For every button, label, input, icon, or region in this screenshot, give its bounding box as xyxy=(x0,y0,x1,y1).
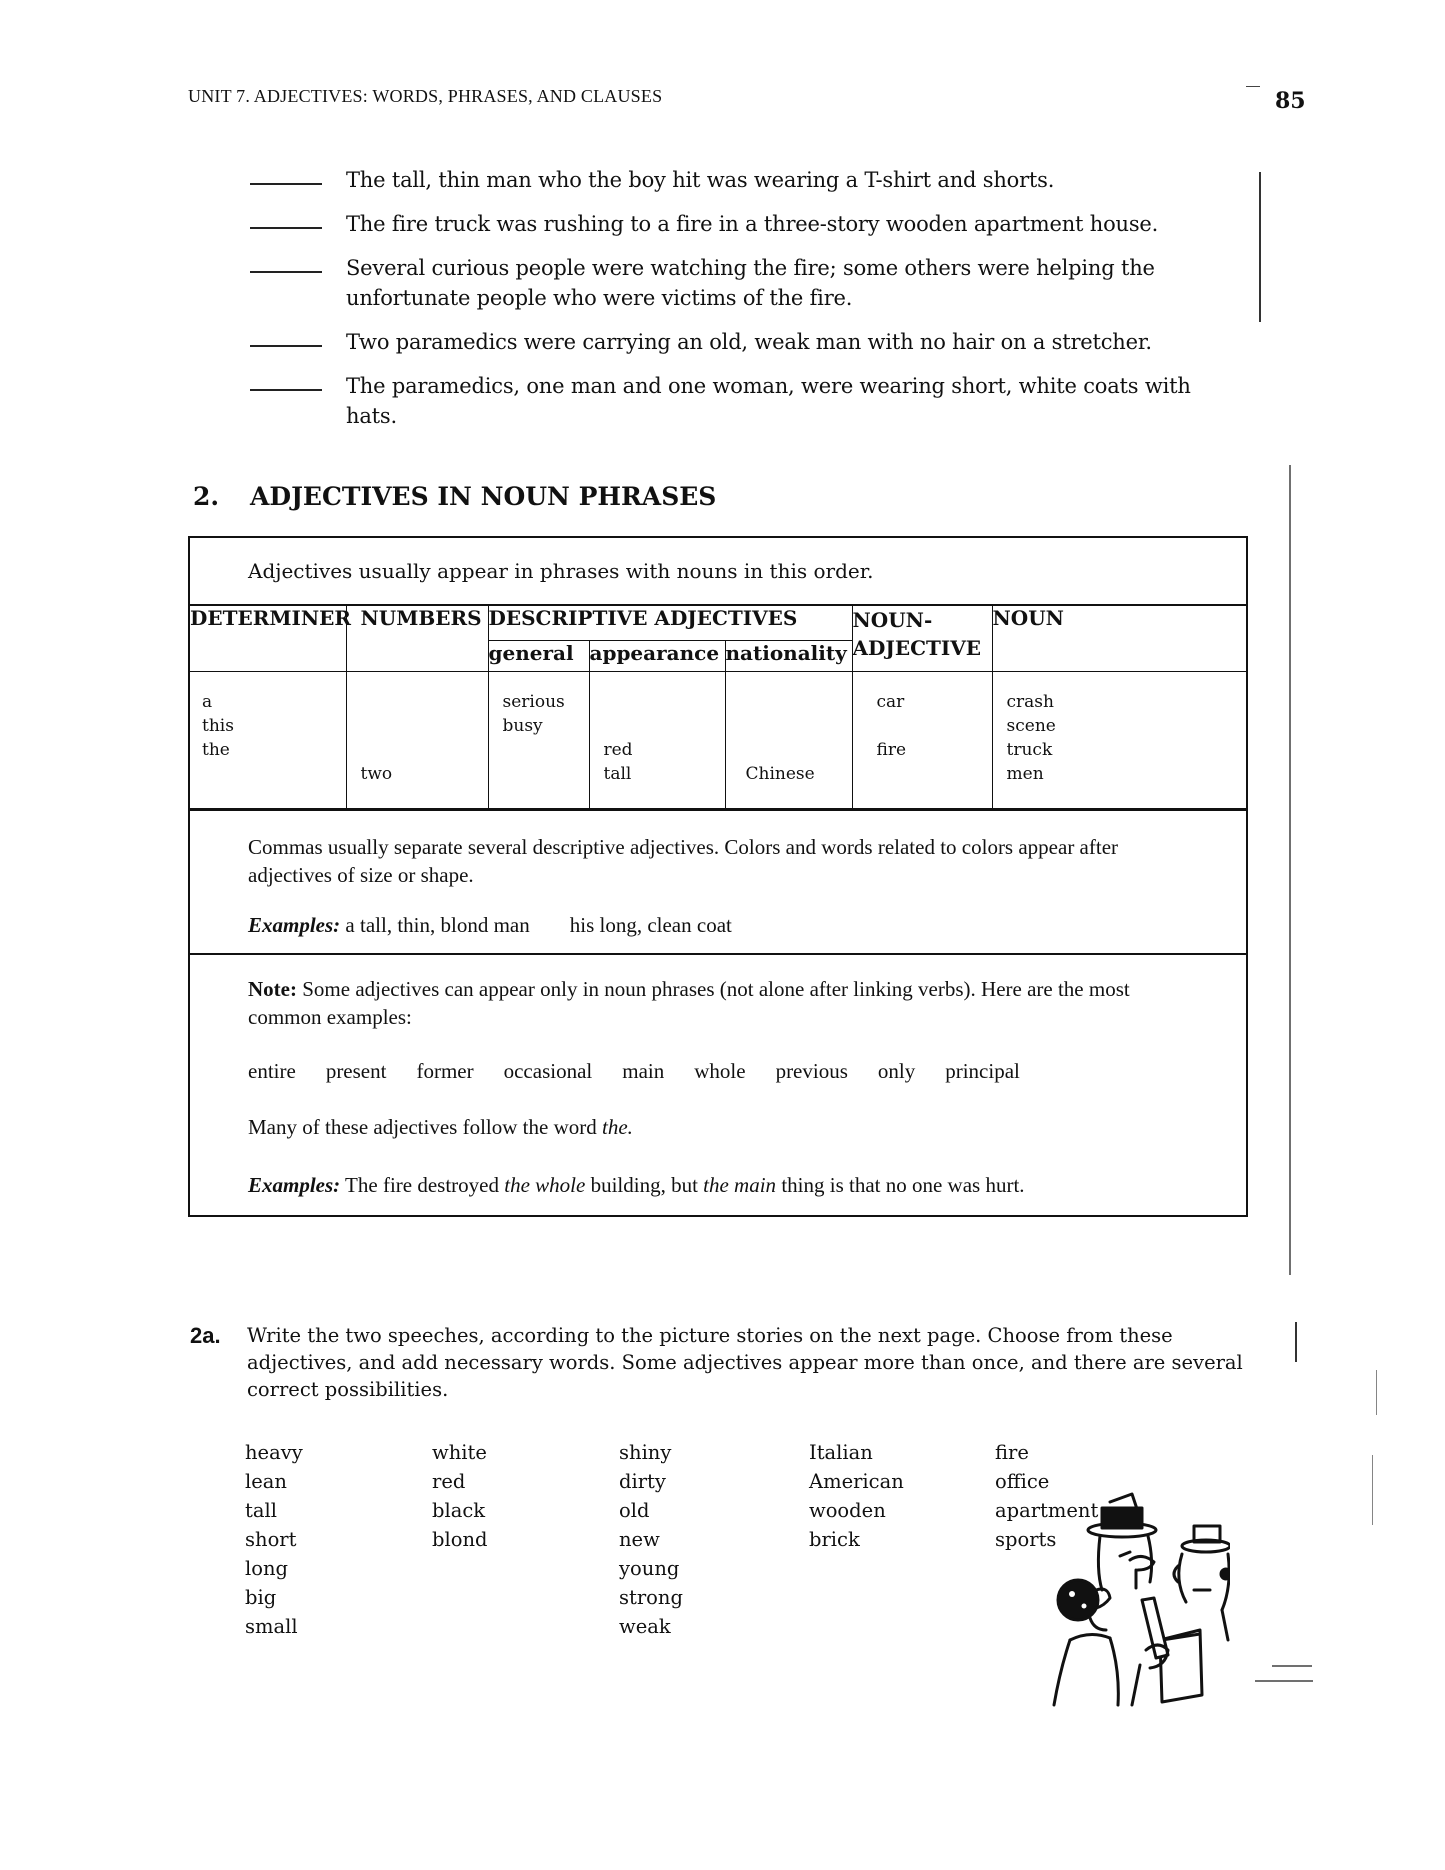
exercise-2a xyxy=(190,1322,1260,1403)
column-noun-adjective xyxy=(852,672,992,809)
notepad-icon xyxy=(1110,1598,1202,1705)
header-descriptive-adjectives: DESCRIPTIVE ADJECTIVES xyxy=(488,606,852,641)
word-bank xyxy=(245,1438,1182,1641)
table-cell xyxy=(746,714,852,738)
page-number: 85 xyxy=(1275,88,1306,114)
adjective-word: whole xyxy=(694,1059,746,1083)
section-number: 2. xyxy=(193,482,220,511)
table-cell xyxy=(361,690,488,714)
table-cell: men xyxy=(1006,764,1044,784)
word-bank-item: big xyxy=(245,1586,277,1609)
table-cell: two xyxy=(360,764,393,784)
adjective-order-table xyxy=(190,606,1246,809)
word-bank-item: heavy xyxy=(245,1441,303,1464)
word-bank-item: fire xyxy=(995,1441,1029,1464)
table-cell: truck xyxy=(1006,740,1053,760)
word-bank-item: American xyxy=(809,1470,904,1493)
word-bank-item: Italian xyxy=(809,1441,873,1464)
column-numbers xyxy=(346,672,488,809)
header-noun-adjective-line2: ADJECTIVE xyxy=(852,636,982,660)
table-cell: crash xyxy=(1006,692,1054,712)
section-heading xyxy=(193,482,716,511)
adjective-word: present xyxy=(325,1059,387,1083)
exercise-item xyxy=(250,327,1240,357)
exercise-instructions: Write the two speeches, according to the picture stories on the next page. Choose from these adjectives, and add necessary words. Some adjectives appear more than once, and there are several correct possibilities. xyxy=(247,1324,1243,1401)
table-cell xyxy=(746,738,852,762)
answer-blank[interactable] xyxy=(250,253,322,273)
table-cell: car xyxy=(876,692,905,712)
table-cell: scene xyxy=(1006,716,1056,736)
header-noun-adjective xyxy=(852,606,992,672)
scan-margin-line xyxy=(1289,465,1291,1275)
word-bank-column xyxy=(245,1438,432,1641)
many-italic: the. xyxy=(602,1115,633,1139)
word-bank-item: small xyxy=(245,1615,298,1638)
table-cell: red xyxy=(603,740,633,760)
exercise-sentence: Two paramedics were carrying an old, weak man with no hair on a stretcher. xyxy=(346,330,1152,354)
word-bank-item: red xyxy=(432,1470,466,1493)
word-bank-item: young xyxy=(619,1557,680,1580)
scan-margin-line xyxy=(1272,1665,1312,1667)
column-determiner xyxy=(190,672,346,809)
word-bank-column xyxy=(619,1438,809,1641)
header-appearance: appearance xyxy=(589,641,725,672)
table-cell: serious xyxy=(502,692,565,712)
man-with-top-hat xyxy=(1088,1494,1156,1590)
table-cell: the xyxy=(202,740,230,760)
adjective-word: main xyxy=(622,1059,665,1083)
table-cell xyxy=(746,690,852,714)
exercise-item xyxy=(250,209,1240,239)
note-label: Note: xyxy=(248,977,297,1001)
exercise-list xyxy=(250,165,1240,445)
table-cell: tall xyxy=(603,764,632,784)
header-noun-adjective-line1: NOUN- xyxy=(852,608,933,632)
adjective-word: entire xyxy=(248,1059,296,1083)
header-determiner: DETERMINER xyxy=(190,606,346,672)
word-bank-item: long xyxy=(245,1557,289,1580)
scan-margin-line xyxy=(1376,1370,1377,1415)
table-cell: Chinese xyxy=(745,764,815,784)
word-bank-item: office xyxy=(995,1470,1050,1493)
example-phrase: a tall, thin, blond man xyxy=(345,913,530,937)
grammar-box xyxy=(188,536,1248,1217)
note-section xyxy=(190,953,1246,1215)
header-noun: NOUN xyxy=(992,606,1246,672)
commas-rule xyxy=(190,809,1246,953)
word-bank-item: short xyxy=(245,1528,297,1551)
adjective-word: principal xyxy=(945,1059,1020,1083)
woman-with-curly-hair xyxy=(1054,1580,1110,1705)
scan-mark xyxy=(1246,86,1260,88)
word-bank-item: dirty xyxy=(619,1470,666,1493)
example-phrase: his long, clean coat xyxy=(569,913,732,937)
word-bank-item: brick xyxy=(809,1528,860,1551)
many-text: Many of these adjectives follow the word xyxy=(248,1115,602,1139)
table-cell xyxy=(361,738,488,762)
table-cell xyxy=(877,762,992,786)
note-paragraph xyxy=(248,975,1206,1031)
word-bank-item: old xyxy=(619,1499,650,1522)
table-cell xyxy=(877,714,992,738)
answer-blank[interactable] xyxy=(250,165,322,185)
example-italic: the main xyxy=(703,1173,777,1197)
table-cell xyxy=(202,762,346,786)
word-bank-item: strong xyxy=(619,1586,683,1609)
word-bank-item: shiny xyxy=(619,1441,672,1464)
commas-text: Commas usually separate several descriptive adjectives. Colors and words related to colors appear after adjectives of size or shape. xyxy=(248,835,1119,887)
table-cell xyxy=(604,690,725,714)
column-appearance xyxy=(589,672,725,809)
exercise-sentence: Several curious people were watching the fire; some others were helping the unfortunate people who were victims of the fire. xyxy=(346,256,1155,310)
table-cell: fire xyxy=(876,740,907,760)
word-bank-column xyxy=(809,1438,995,1641)
scan-margin-line xyxy=(1259,172,1261,322)
answer-blank[interactable] xyxy=(250,209,322,229)
exercise-sentence: The tall, thin man who the boy hit was wearing a T-shirt and shorts. xyxy=(346,168,1055,192)
example-part: thing is that no one was hurt. xyxy=(776,1173,1025,1197)
table-cell: a xyxy=(202,692,213,712)
adjective-word: occasional xyxy=(503,1059,593,1083)
word-bank-item: weak xyxy=(619,1615,671,1638)
word-bank-item: blond xyxy=(432,1528,488,1551)
table-cell: busy xyxy=(502,716,543,736)
examples-label: Examples: xyxy=(248,1173,341,1197)
column-general xyxy=(488,672,589,809)
exercise-item xyxy=(250,371,1240,431)
table-cell: this xyxy=(202,716,234,736)
note-example xyxy=(248,1171,1206,1199)
answer-blank[interactable] xyxy=(250,371,322,391)
example-part: The fire destroyed xyxy=(345,1173,505,1197)
word-bank-item: apartment xyxy=(995,1499,1099,1522)
word-bank-item: wooden xyxy=(809,1499,886,1522)
scan-margin-line xyxy=(1255,1680,1313,1682)
word-bank-item: tall xyxy=(245,1499,277,1522)
adjective-word: previous xyxy=(775,1059,848,1083)
table-cell xyxy=(361,714,488,738)
column-nationality xyxy=(725,672,852,809)
adjective-word: former xyxy=(416,1059,474,1083)
box-intro: Adjectives usually appear in phrases with nouns in this order. xyxy=(190,538,1246,606)
word-bank-column xyxy=(432,1438,619,1641)
example-italic: the whole xyxy=(504,1173,586,1197)
running-head: UNIT 7. ADJECTIVES: WORDS, PHRASES, AND CLAUSES xyxy=(188,86,663,106)
attributive-adjective-list xyxy=(248,1057,1206,1085)
header-general: general xyxy=(488,641,589,672)
scan-margin-line xyxy=(1295,1322,1297,1362)
word-bank-item: sports xyxy=(995,1528,1057,1551)
word-bank-item: white xyxy=(432,1441,487,1464)
adjective-word: only xyxy=(877,1059,916,1083)
scan-margin-line xyxy=(1372,1455,1373,1525)
table-cell xyxy=(604,714,725,738)
section-title: ADJECTIVES IN NOUN PHRASES xyxy=(250,482,717,511)
exercise-label: 2a. xyxy=(190,1323,221,1348)
exercise-sentence: The paramedics, one man and one woman, were wearing short, white coats with hats. xyxy=(346,374,1191,428)
table-cell xyxy=(503,762,589,786)
exercise-sentence: The fire truck was rushing to a fire in a three-story wooden apartment house. xyxy=(346,212,1159,236)
cartoon-onlookers-illustration xyxy=(1050,1490,1230,1710)
header-nationality: nationality xyxy=(725,641,852,672)
word-bank-item: new xyxy=(619,1528,660,1551)
header-numbers: NUMBERS xyxy=(346,606,488,672)
commas-examples xyxy=(248,911,1206,939)
example-part: building, but xyxy=(585,1173,704,1197)
column-noun xyxy=(992,672,1246,809)
table-cell xyxy=(503,738,589,762)
word-bank-item: black xyxy=(432,1499,486,1522)
word-bank-item: lean xyxy=(245,1470,287,1493)
exercise-item xyxy=(250,165,1240,195)
man-with-small-hat xyxy=(1174,1526,1230,1640)
note-text: Some adjectives can appear only in noun phrases (not alone after linking verbs). Here are the most common examples: xyxy=(248,977,1130,1029)
many-follow-the xyxy=(248,1113,1206,1141)
exercise-item xyxy=(250,253,1240,313)
examples-label: Examples: xyxy=(248,913,341,937)
answer-blank[interactable] xyxy=(250,327,322,347)
